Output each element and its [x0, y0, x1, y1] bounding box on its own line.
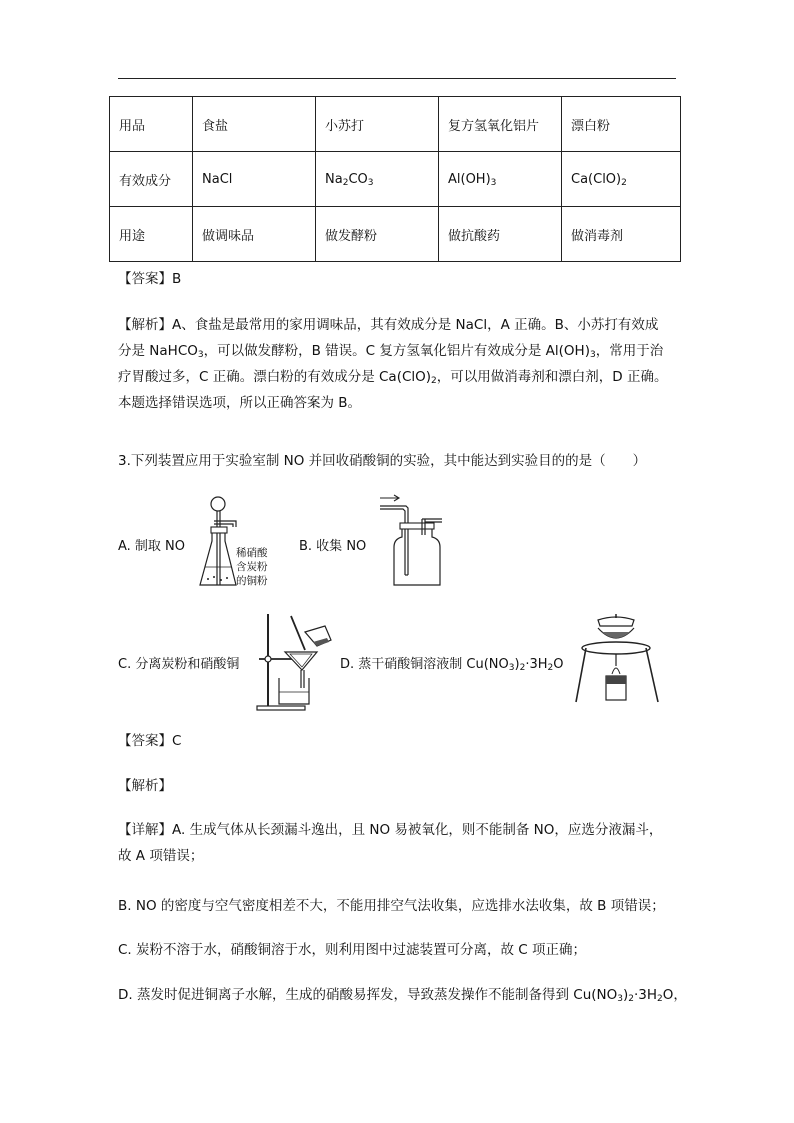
flask-label: 稀硝酸	[236, 547, 268, 559]
detail-line: D. 蒸发时促进铜离子水解，生成的硝酸易挥发，导致蒸发操作不能制备得到 $Cu(NO_3)_2\cdot 3H_2O$，	[118, 987, 687, 1004]
q2-answer: 【答案】B	[118, 271, 182, 287]
table-cell: 做消毒剂	[562, 207, 681, 262]
analysis-line: 【解析】A、食盐是最常用的家用调味品，其有效成分是 NaCl，A 正确。B、小苏打有效成	[118, 317, 659, 333]
table-cell: 做发酵粉	[316, 207, 439, 262]
detail-line: 【详解】A. 生成气体从长颈漏斗逸出，且 NO 易被氧化，则不能制备 NO，应选分液漏斗，	[118, 822, 663, 838]
table-cell: $Ca(ClO)_2$	[562, 152, 681, 207]
table-cell: 用途	[110, 207, 193, 262]
table-cell: NaCl	[193, 152, 316, 207]
q3-detail-a	[118, 817, 678, 869]
table-cell: 漂白粉	[562, 97, 681, 152]
table-cell: $Al(OH)_3$	[439, 152, 562, 207]
table-cell: 做抗酸药	[439, 207, 562, 262]
option-b-label: B. 收集 NO	[299, 539, 367, 554]
table-cell: 小苏打	[316, 97, 439, 152]
analysis-line: 本题选择错误选项，所以正确答案为 B。	[118, 395, 362, 411]
q2-analysis	[118, 312, 678, 416]
table-row	[110, 207, 681, 262]
table-cell: $Na_2CO_3$	[316, 152, 439, 207]
option-d-label: D. 蒸干硝酸铜溶液制 $Cu(NO_3)_2\cdot 3H_2O$	[340, 657, 564, 673]
header-rule	[118, 78, 676, 79]
detail-line: C. 炭粉不溶于水，硝酸铜溶于水，则利用图中过滤装置可分离，故 C 项正确；	[118, 942, 587, 958]
gas-bottle-icon	[378, 493, 448, 588]
table-row	[110, 152, 681, 207]
table-cell: 复方氢氧化铝片	[439, 97, 562, 152]
flask-apparatus-icon	[196, 493, 286, 593]
option-a-label: A. 制取 NO	[118, 539, 186, 554]
option-c-label: C. 分离炭粉和硝酸铜	[118, 657, 240, 672]
evaporation-apparatus-icon	[568, 614, 668, 706]
detail-line: 故 A 项错误；	[118, 848, 204, 864]
analysis-line: 分是 NaHCO$_3$，可以做发酵粉，B 错误。C 复方氢氧化铝片有效成分是 $Al(OH)_3$，常用于治	[118, 343, 664, 360]
flask-label: 的铜粉	[236, 575, 268, 587]
flask-label: 含炭粉	[236, 561, 268, 573]
filtration-apparatus-icon	[255, 612, 335, 712]
q3-stem: 3.下列装置应用于实验室制 NO 并回收硝酸铜的实验，其中能达到实验目的的是（ ）	[118, 453, 647, 469]
table-row	[110, 97, 681, 152]
table-cell: 食盐	[193, 97, 316, 152]
analysis-line: 疗胃酸过多，C 正确。漂白粉的有效成分是 $Ca(ClO)_2$，可以用做消毒剂和漂白剂，D 正确。	[118, 369, 668, 386]
goods-table	[109, 96, 681, 262]
q3-answer: 【答案】C	[118, 733, 182, 749]
q3-analysis-title: 【解析】	[118, 778, 172, 794]
table-cell: 有效成分	[110, 152, 193, 207]
table-cell: 用品	[110, 97, 193, 152]
table-cell: 做调味品	[193, 207, 316, 262]
detail-line: B. NO 的密度与空气密度相差不大，不能用排空气法收集，应选排水法收集，故 B 项错误；	[118, 898, 665, 914]
